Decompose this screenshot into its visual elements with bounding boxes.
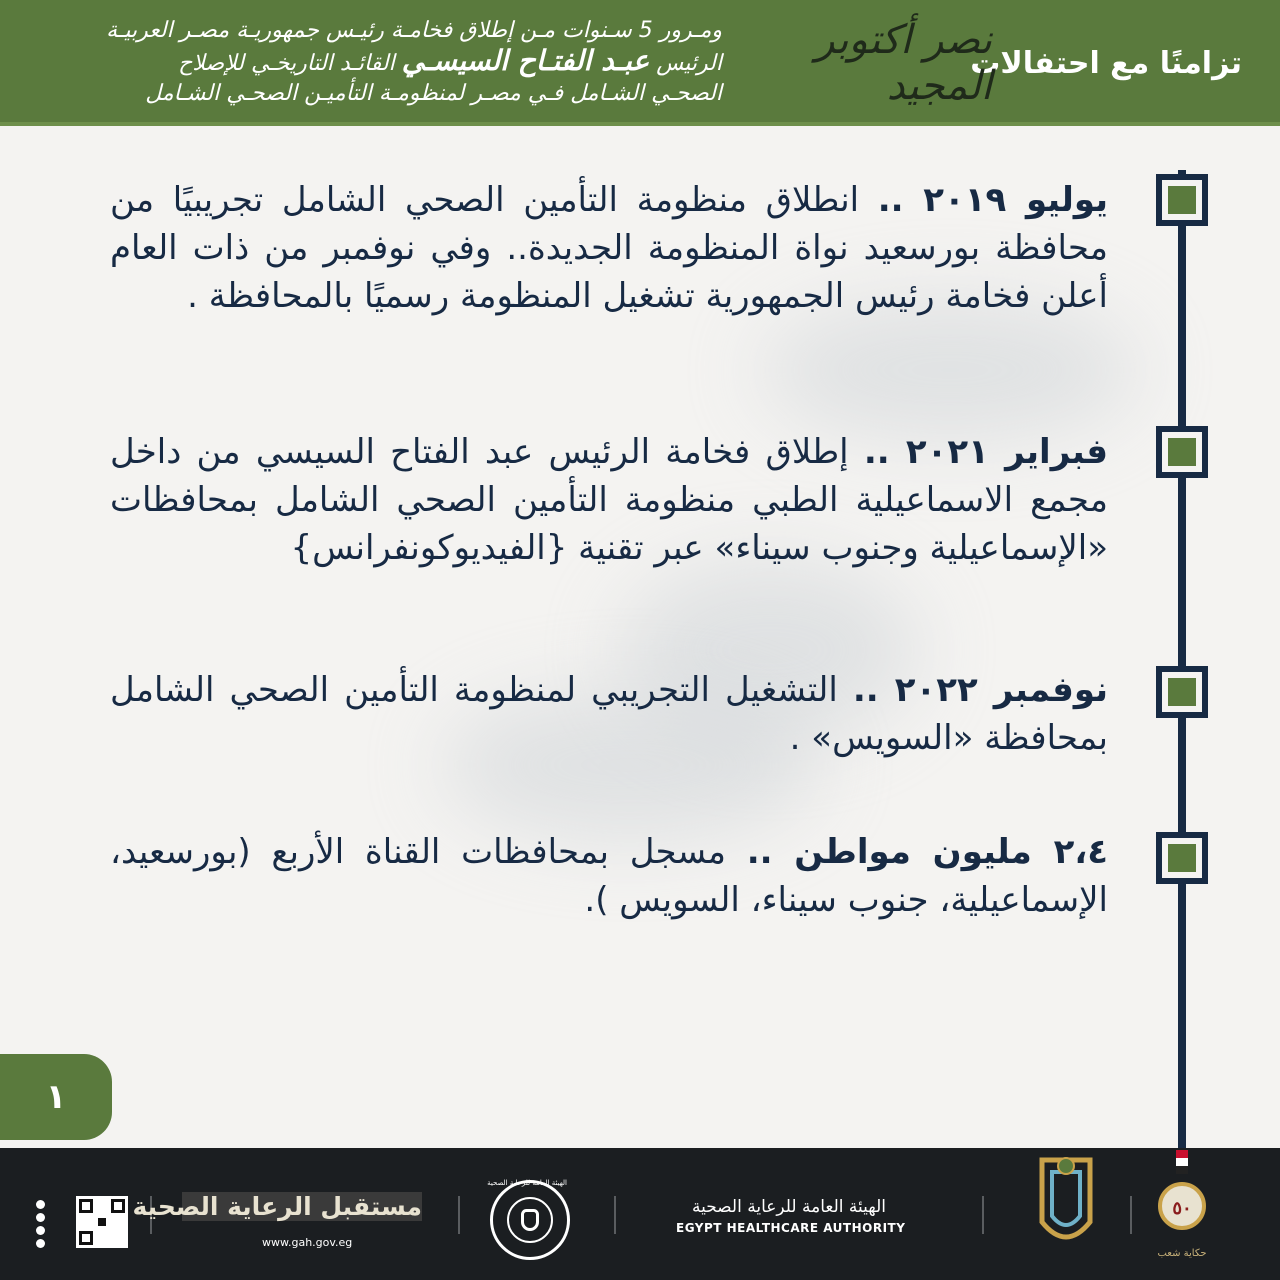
medal-caption: حكاية شعب: [1157, 1248, 1207, 1259]
entry-text: التشغيل التجريبي لمنظومة التأمين الصحي الشامل بمحافظة «السويس» .: [110, 670, 1108, 758]
facebook-icon[interactable]: [36, 1200, 45, 1209]
header-banner: [0, 0, 1280, 122]
timeline-marker: [1156, 426, 1208, 478]
footer-separator: [982, 1196, 984, 1234]
authority-name-arabic: الهيئة العامة للرعاية الصحية: [691, 1197, 887, 1217]
svg-text:٥٠: ٥٠: [1172, 1198, 1192, 1219]
healthcare-authority-seal: [487, 1179, 570, 1260]
header-line-1: ومـرور 5 سـنوات مـن إطلاق فخامـة رئيـس جمهوريـة مصـر العربيـة: [106, 18, 722, 43]
qr-code: [76, 1196, 128, 1248]
twitter-icon[interactable]: [36, 1213, 45, 1222]
header-description: [36, 16, 722, 109]
youtube-icon[interactable]: [36, 1226, 45, 1235]
entry-date: فبراير ٢٠٢١ ..: [863, 432, 1109, 472]
website-link[interactable]: www.gah.gov.eg: [262, 1236, 353, 1249]
peoples-story-medal: [1156, 1150, 1208, 1258]
footer-separator: [614, 1196, 616, 1234]
seal-text: الهيئة العامة للرعاية الصحية: [487, 1179, 567, 1187]
footer-separator: [1130, 1196, 1132, 1234]
header-line-2-start: الرئيس: [656, 51, 722, 76]
president-name: عبـد الفتـاح السيسـي: [401, 44, 650, 77]
october-victory-calligraphy: نصر أكتوبر المجيد: [815, 17, 992, 109]
entry-text: إطلاق فخامة الرئيس عبد الفتاح السيسي من داخل مجمع الاسماعيلية الطبي منظومة التأمين الصحي الشامل بمحافظات «الإسماعيلية وجنوب سيناء» عبر تقنية {الفيديوكونفرانس}: [110, 432, 1108, 568]
background-shape: [760, 300, 1140, 440]
timeline-marker: [1156, 174, 1208, 226]
entry-date: نوفمبر ٢٠٢٢ ..: [852, 670, 1108, 710]
shield-icon: [521, 1209, 539, 1231]
timeline-marker: [1156, 666, 1208, 718]
header-line-2: [36, 46, 722, 79]
header-title: تزامنًا مع احتفالات: [970, 46, 1242, 81]
authority-name-english: EGYPT HEALTHCARE AUTHORITY: [676, 1221, 906, 1235]
october-anniversary-crest: [1032, 1152, 1100, 1254]
page-number: ١: [45, 1077, 67, 1117]
header-line-3: الصحـي الشـامل فـي مصـر لمنظومـة التأميـن الصحـي الشـامل: [145, 81, 722, 106]
future-healthcare-slogan: مستقبل الرعاية الصحية: [132, 1192, 422, 1221]
instagram-icon[interactable]: [36, 1239, 45, 1248]
timeline-entry: [110, 428, 1108, 572]
page-number-tab: [0, 1054, 112, 1140]
entry-date: يوليو ٢٠١٩ ..: [877, 180, 1109, 220]
entry-date: ٢،٤ مليون مواطن ..: [746, 832, 1108, 872]
timeline-marker: [1156, 832, 1208, 884]
header-divider: [0, 122, 1280, 126]
header-line-2-end: القائـد التاريخـي للإصلاح: [178, 51, 395, 76]
timeline-entry: [110, 828, 1108, 924]
timeline-entry: [110, 666, 1108, 762]
entry-text: مسجل بمحافظات القناة الأربع (بورسعيد، الإسماعيلية، جنوب سيناء، السويس ).: [110, 832, 1108, 920]
footer-separator: [458, 1196, 460, 1234]
social-icons[interactable]: [36, 1200, 46, 1252]
timeline-entry: [110, 176, 1108, 320]
entry-text: انطلاق منظومة التأمين الصحي الشامل تجريبيًا من محافظة بورسعيد نواة المنظومة الجديدة.. وفي نوفمبر من ذات العام أعلن فخامة رئيس الجمهورية تشغيل المنظومة رسميًا بالمحافظة .: [110, 180, 1108, 316]
